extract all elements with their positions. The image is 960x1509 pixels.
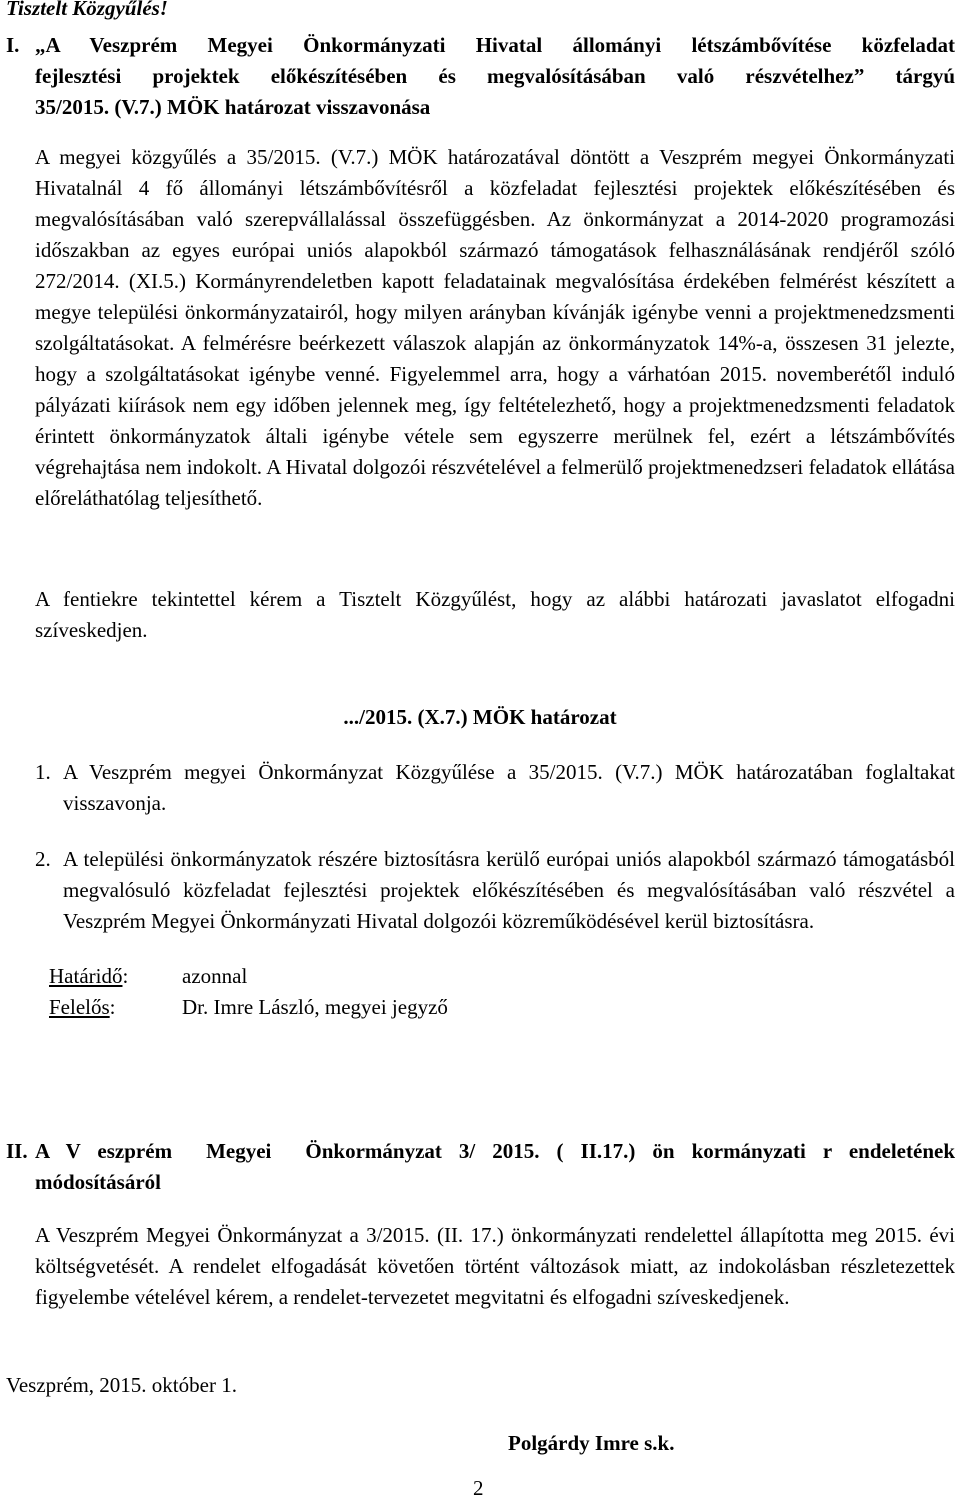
section1-number: I. bbox=[6, 33, 20, 57]
responsible-value: Dr. Imre László, megyei jegyző bbox=[182, 995, 448, 1019]
item-1-number: 1. bbox=[35, 760, 51, 784]
section2-paragraph: A Veszprém Megyei Önkormányzat a 3/2015. (II. 17.) önkormányzati rendelettel állapította meg 2015. évi költségvetését. A rendelet elfogadását követően történt változások miatt, az indokolásban részletezettek figyelembe vételével kérem, a rendelet-tervezetet megvitatni és elfogadni szíveskedjenek. bbox=[35, 1223, 955, 1309]
section1-title-line-1: „A Veszprém Megyei Önkormányzati Hivatal állományi létszámbővítése közfeladat bbox=[35, 33, 955, 57]
place-date: Veszprém, 2015. október 1. bbox=[6, 1373, 237, 1397]
section2-number: II. bbox=[6, 1139, 28, 1163]
signature: Polgárdy Imre s.k. bbox=[508, 1431, 675, 1455]
item-1-text: A Veszprém megyei Önkormányzat Közgyűlése a 35/2015. (V.7.) MÖK határozatában foglaltakat visszavonja. bbox=[63, 760, 955, 815]
responsible-label: Felelős bbox=[49, 995, 110, 1019]
deadline-label: Határidő bbox=[49, 964, 123, 988]
deadline-label-row: Határidő: bbox=[49, 964, 129, 988]
item-2-number: 2. bbox=[35, 847, 51, 871]
salutation: Tisztelt Közgyűlés! bbox=[6, 0, 168, 20]
responsible-label-row: Felelős: bbox=[49, 995, 116, 1019]
resolution-title: .../2015. (X.7.) MÖK határozat bbox=[343, 705, 617, 729]
section1-paragraph: A megyei közgyűlés a 35/2015. (V.7.) MÖK határozatával döntött a Veszprém megyei Önkormányzati Hivatalnál 4 fő állományi létszámbővítésről a közfeladat fejlesztési projektek előkészítésében és megvalósításában való szerepvállalással összefüggésben. Az önkormányzat a 2014-2020 programozási időszakban az egyes európai uniós alapokból származó támogatások felhasználásának rendjéről szóló 272/2014. (XI.5.) Kormányrendeletben kapott feladatainak megvalósítása érdekében felmérést készített a megye települési önkormányzatairól, hogy milyen arányban kívánják igénybe venni a projektmenedzsmenti szolgáltatásokat. A felmérésre beérkezett válaszok alapján az önkormányzatok 14%-a, összesen 31 jelezte, hogy a szolgáltatásokat igénybe venné. Figyelemmel arra, hogy a várhatóan 2015. novemberétől induló pályázati kiírások nem egy időben jelennek meg, így feltételezhető, hogy a projektmenedzsmenti feladatok érintett önkormányzatok általi igénybe vétele sem egyszerre merülnek fel, ezért a létszámbővítés végrehajtása nem indokolt. A Hivatal dolgozói részvételével a felmerülő projektmenedzseri feladatok ellátása előreláthatólag teljesíthető. bbox=[35, 145, 955, 510]
item-2-text: A települési önkormányzatok részére biztosításra kerülő európai uniós alapokból származó támogatásból megvalósuló közfeladat fejlesztési projektek előkészítésében és megvalósításában való részvétel a Veszprém Megyei Önkormányzati Hivatal dolgozói közreműködésével kerül biztosításra. bbox=[63, 847, 955, 933]
section2-title-line-2: módosításáról bbox=[35, 1170, 161, 1194]
section2-title-line-1: A V eszprém Megyei Önkormányzat 3/ 2015. ( II.17.) ön kormányzati r endeletének bbox=[35, 1139, 955, 1163]
section1-title-line-2: fejlesztési projektek előkészítésében és megvalósításában való részvételhez” tárgyú bbox=[35, 64, 955, 88]
request-paragraph: A fentiekre tekintettel kérem a Tisztelt Közgyűlést, hogy az alábbi határozati javaslatot elfogadni szíveskedjen. bbox=[35, 587, 955, 642]
deadline-value: azonnal bbox=[182, 964, 248, 988]
page-number: 2 bbox=[473, 1476, 484, 1500]
section1-title-line-3: 35/2015. (V.7.) MÖK határozat visszavonása bbox=[35, 95, 431, 119]
